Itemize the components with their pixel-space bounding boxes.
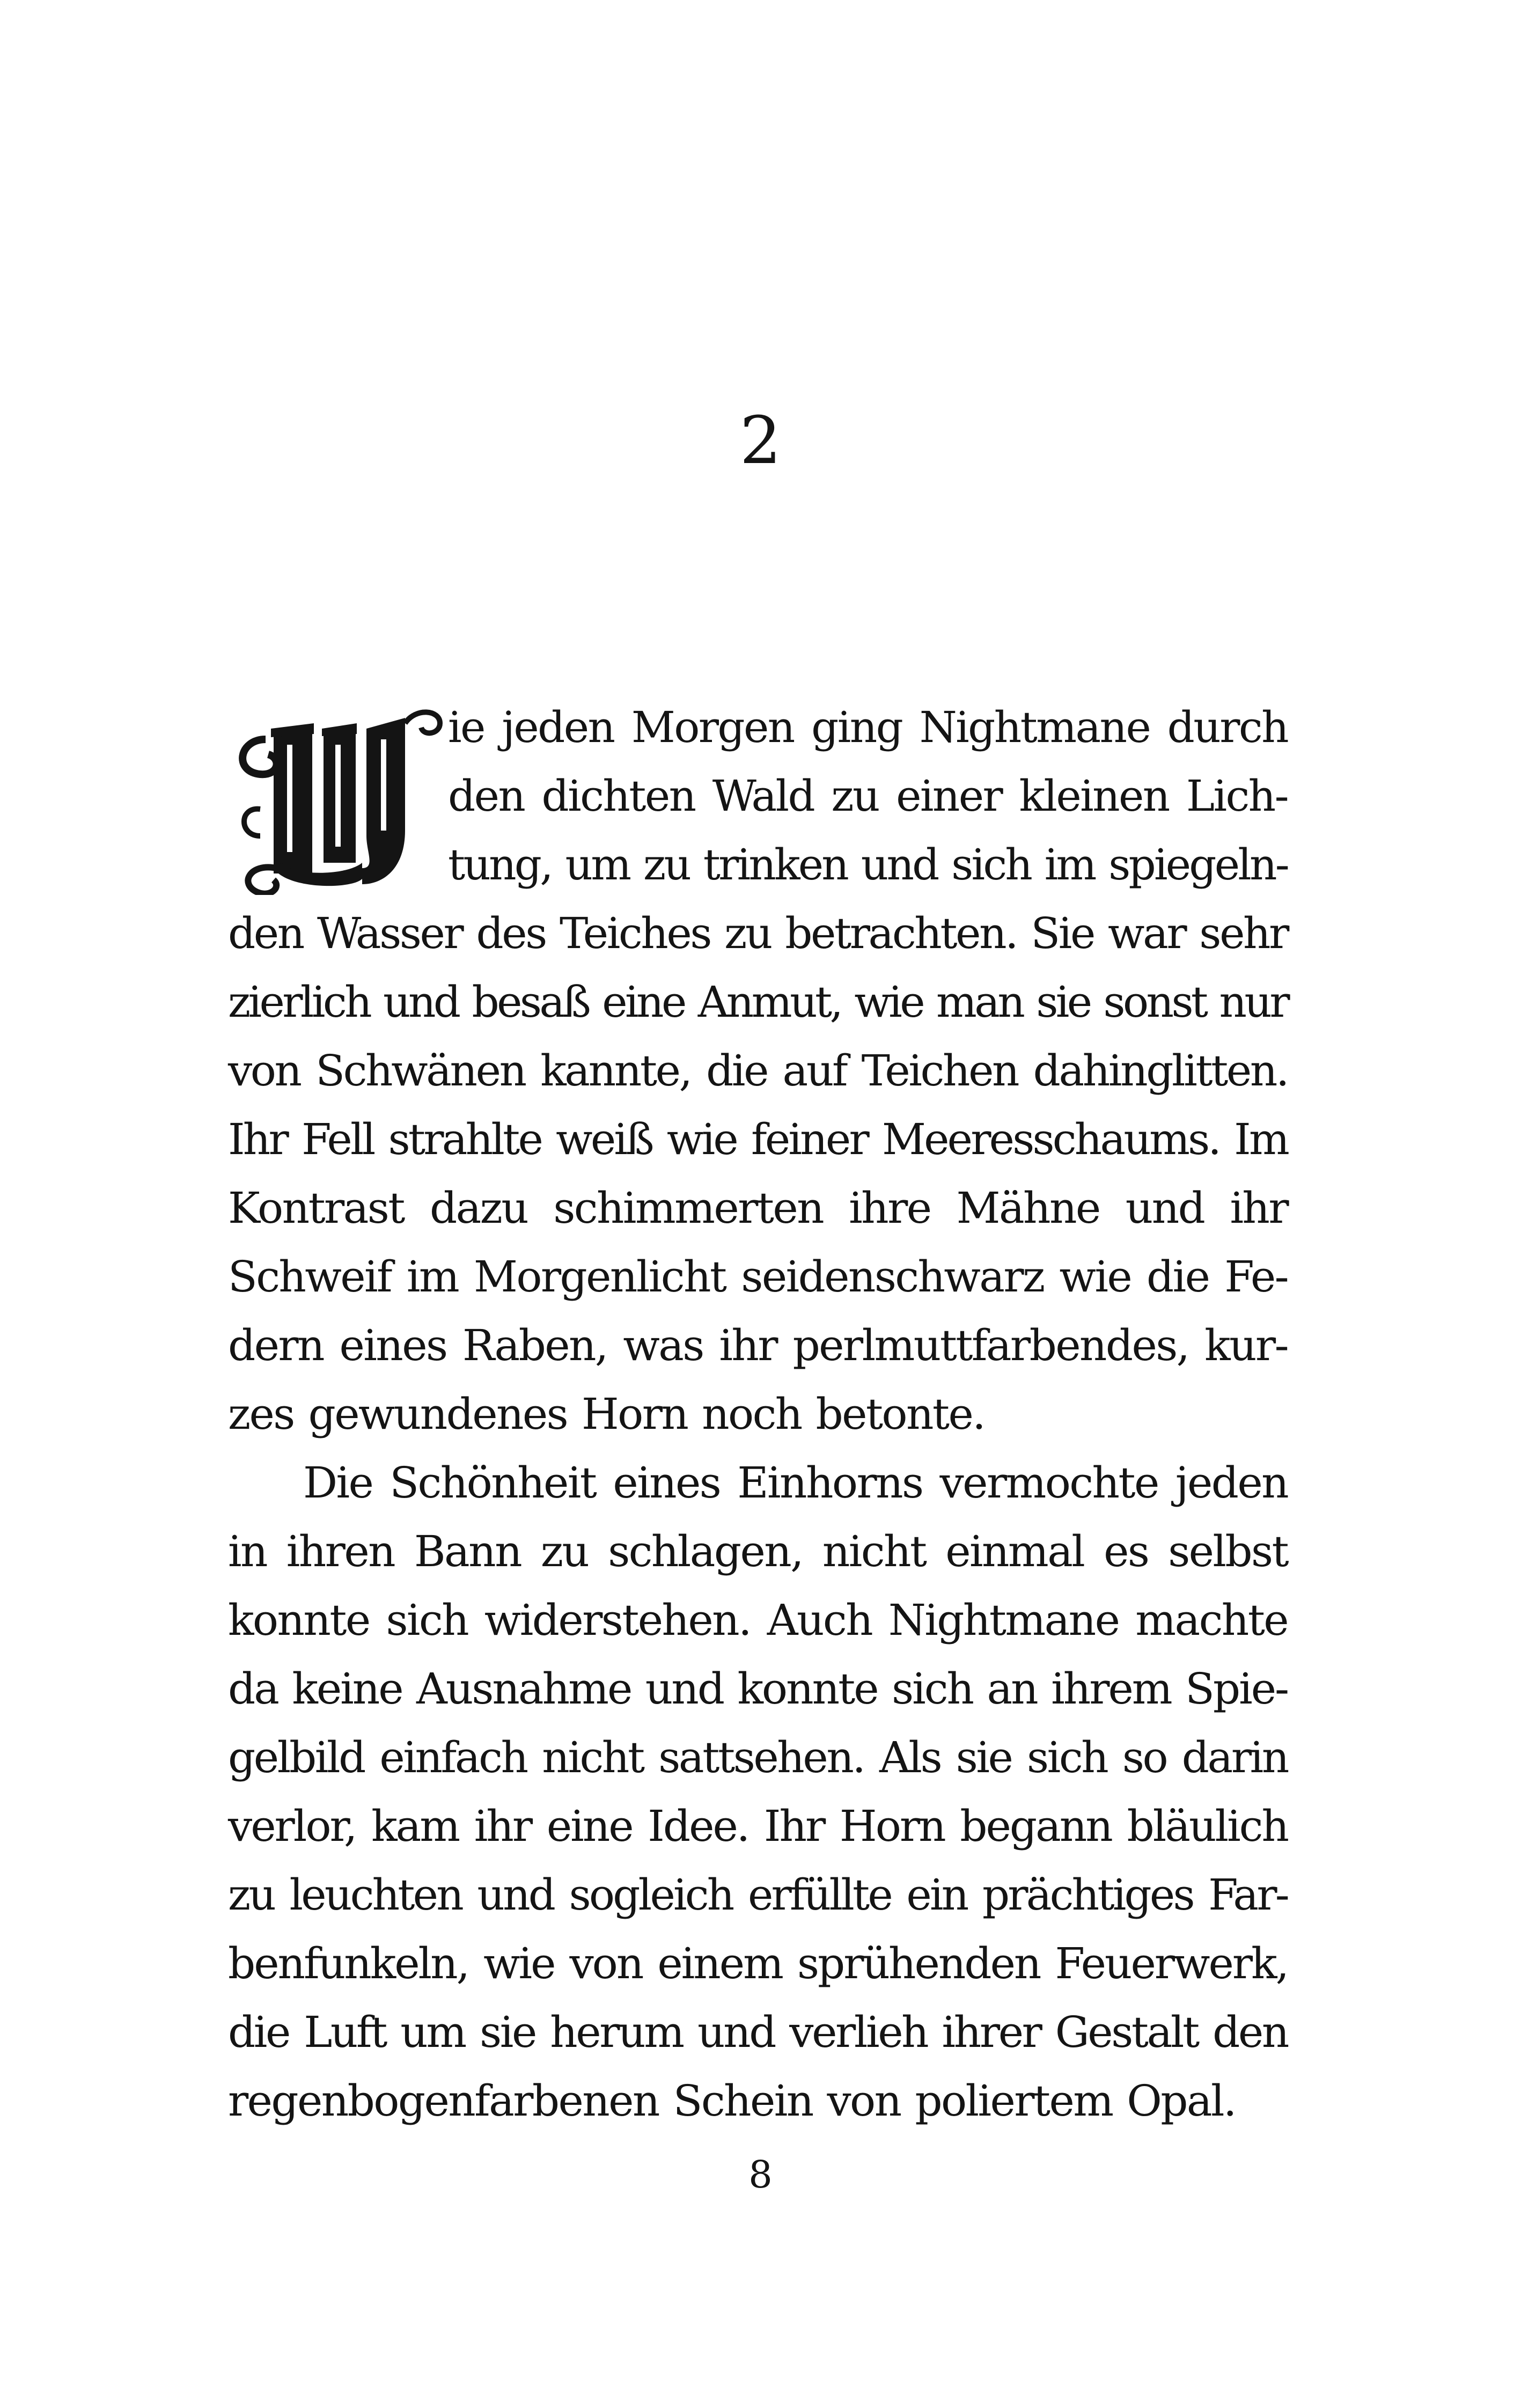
- text-line: zu leuchten und sogleich erfüllte ein prächtiges Far-: [228, 1870, 1288, 1920]
- text-line: Die Schönheit eines Einhorns vermochte jeden: [303, 1458, 1288, 1508]
- paragraph-2: [228, 1449, 1288, 2135]
- text-line: Kontrast dazu schimmerten ihre Mähne und ihr: [228, 1183, 1288, 1233]
- body-text: [228, 693, 1288, 2135]
- text-line: zierlich und besaß eine Anmut, wie man sie sonst nur: [228, 977, 1288, 1027]
- text-line: zes gewundenes Horn noch betonte.: [228, 1389, 985, 1439]
- text-line: gelbild einfach nicht sattsehen. Als sie sich so darin: [228, 1732, 1288, 1782]
- text-line: tung, um zu trinken und sich im spiegeln-: [448, 840, 1288, 890]
- text-line: konnte sich widerstehen. Auch Nightmane machte: [228, 1595, 1288, 1645]
- text-line: den dichten Wald zu einer kleinen Lich-: [448, 771, 1288, 821]
- text-line: Schweif im Morgenlicht seidenschwarz wie die Fe-: [228, 1252, 1288, 1302]
- text-line: von Schwänen kannte, die auf Teichen dahinglitten.: [228, 1046, 1288, 1096]
- text-line: ie jeden Morgen ging Nightmane durch: [448, 702, 1288, 752]
- text-line: die Luft um sie herum und verlieh ihrer Gestalt den: [228, 2007, 1288, 2057]
- fraktur-w-initial-icon: [228, 707, 448, 895]
- page-number: 8: [748, 2153, 773, 2197]
- text-line: verlor, kam ihr eine Idee. Ihr Horn begann bläulich: [228, 1801, 1288, 1851]
- text-line: den Wasser des Teiches zu betrachten. Sie war sehr: [228, 908, 1288, 958]
- text-line: in ihren Bann zu schlagen, nicht einmal es selbst: [228, 1526, 1288, 1576]
- text-line: benfunkeln, wie von einem sprühenden Feuerwerk,: [228, 1939, 1288, 1988]
- text-line: Ihr Fell strahlte weiß wie feiner Meeresschaums. Im: [228, 1114, 1288, 1164]
- text-line: regenbogenfarbenen Schein von poliertem Opal.: [228, 2076, 1236, 2126]
- text-line: dern eines Raben, was ihr perlmuttfarbendes, kur-: [228, 1320, 1288, 1370]
- chapter-number: 2: [739, 402, 782, 479]
- text-line: da keine Ausnahme und konnte sich an ihrem Spie-: [228, 1664, 1288, 1714]
